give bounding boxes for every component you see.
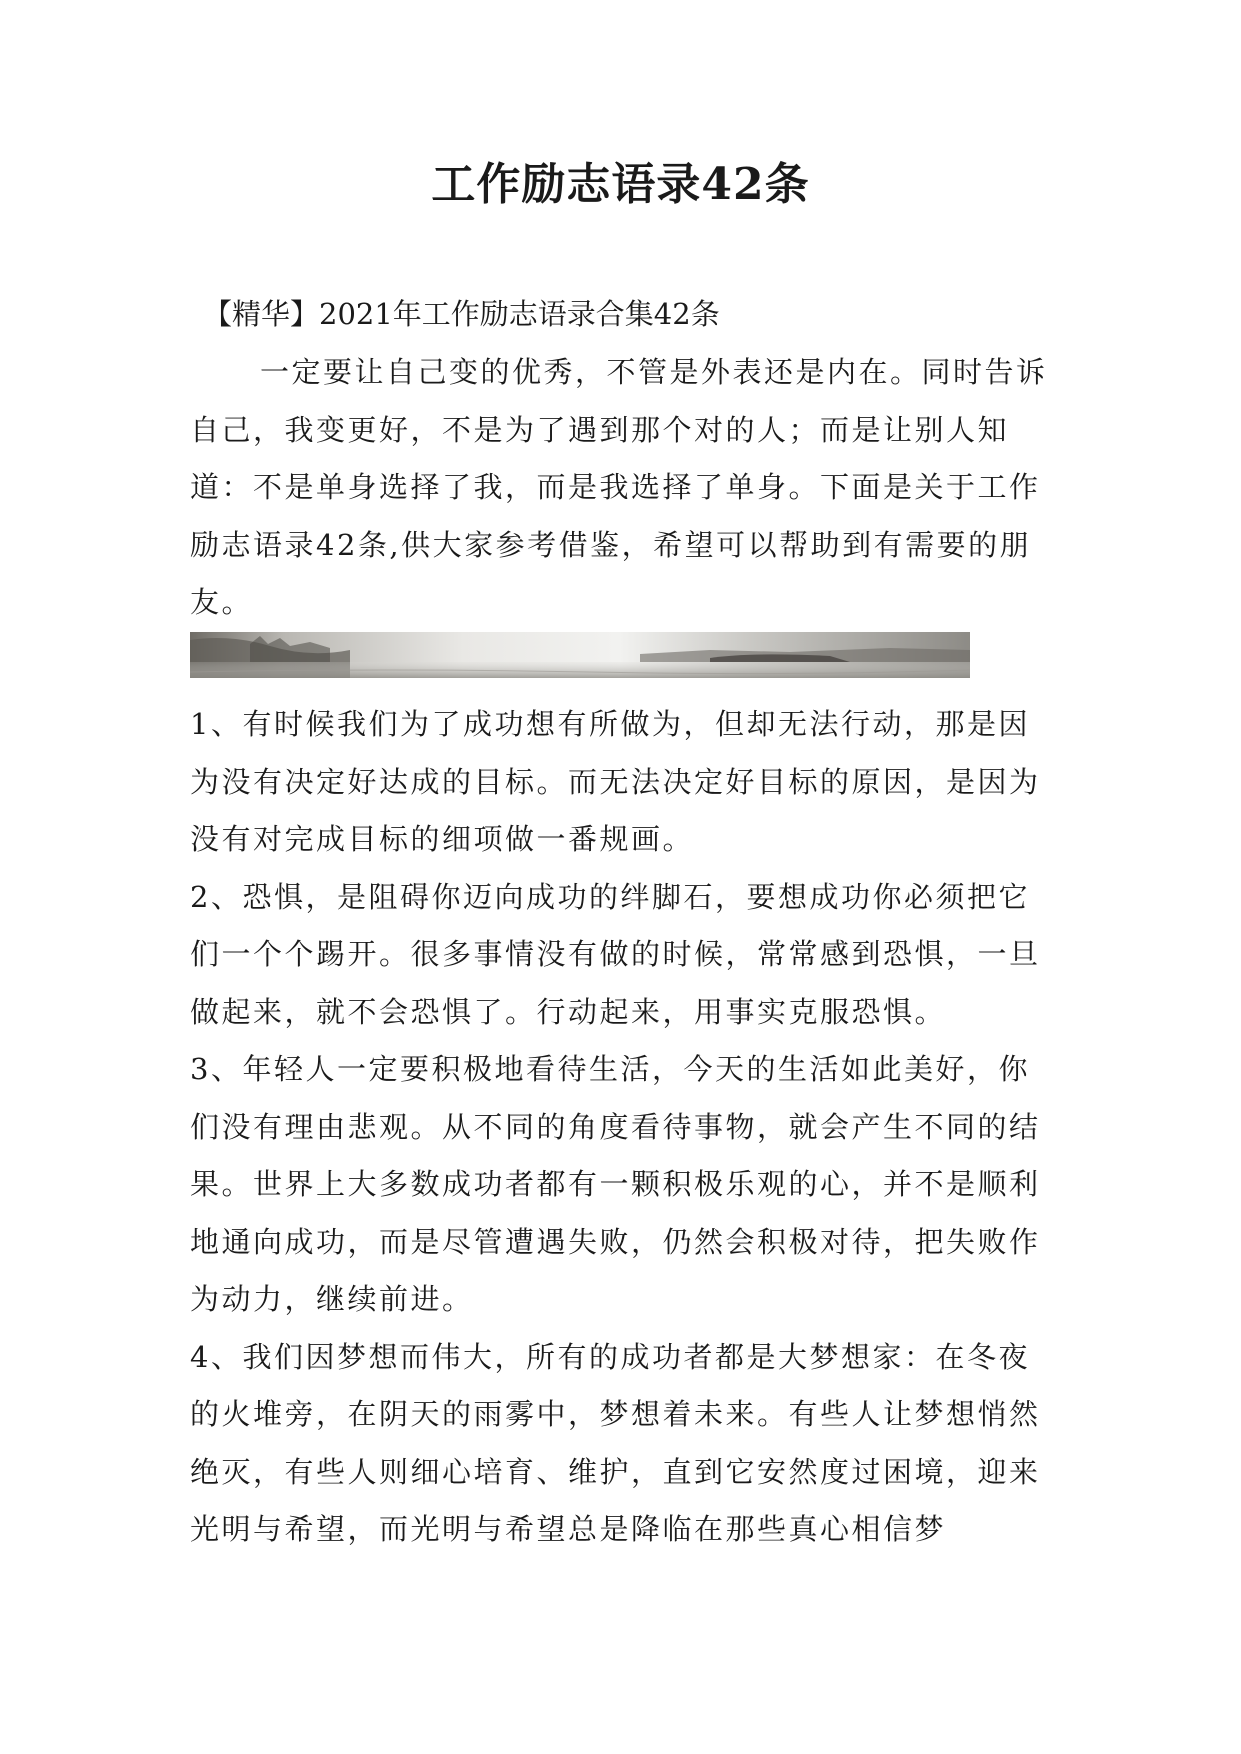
list-item: 3、年轻人一定要积极地看待生活，今天的生活如此美好，你们没有理由悲观。从不同的角度看待事物，就会产生不同的结果。世界上大多数成功者都有一颗积极乐观的心，并不是顺利地通向成功，而是尽管遭遇失败，仍然会积极对待，把失败作为动力，继续前进。 (190, 1052, 1041, 1316)
intro-paragraph: 一定要让自己变的优秀，不管是外表还是内在。同时告诉自己，我变更好，不是为了遇到那个对的人；而是让别人知道：不是单身选择了我，而是我选择了单身。下面是关于工作励志语录42条,供大家参考借鉴，希望可以帮助到有需要的朋友。 (190, 355, 1048, 619)
document-title: 工作励志语录42条 (431, 159, 810, 210)
list-item: 1、有时候我们为了成功想有所做为，但却无法行动，那是因为没有决定好达成的目标。而无法决定好目标的原因，是因为没有对完成目标的细项做一番规画。 (190, 707, 1041, 856)
quote-list (190, 696, 1060, 1559)
list-item: 2、恐惧，是阻碍你迈向成功的绊脚石，要想成功你必须把它们一个个踢开。很多事情没有做的时候，常常感到恐惧，一旦做起来，就不会恐惧了。行动起来，用事实克服恐惧。 (190, 879, 1041, 1029)
list-item: 4、我们因梦想而伟大，所有的成功者都是大梦想家：在冬夜的火堆旁，在阴天的雨雾中，梦想着未来。有些人让梦想悄然绝灭，有些人则细心培育、维护，直到它安然度过困境，迎来光明与希望，而光明与希望总是降临在那些真心相信梦 (190, 1339, 1041, 1546)
document-subtitle: 【精华】2021年工作励志语录合集42条 (203, 297, 720, 331)
decorative-landscape-image (190, 632, 970, 678)
